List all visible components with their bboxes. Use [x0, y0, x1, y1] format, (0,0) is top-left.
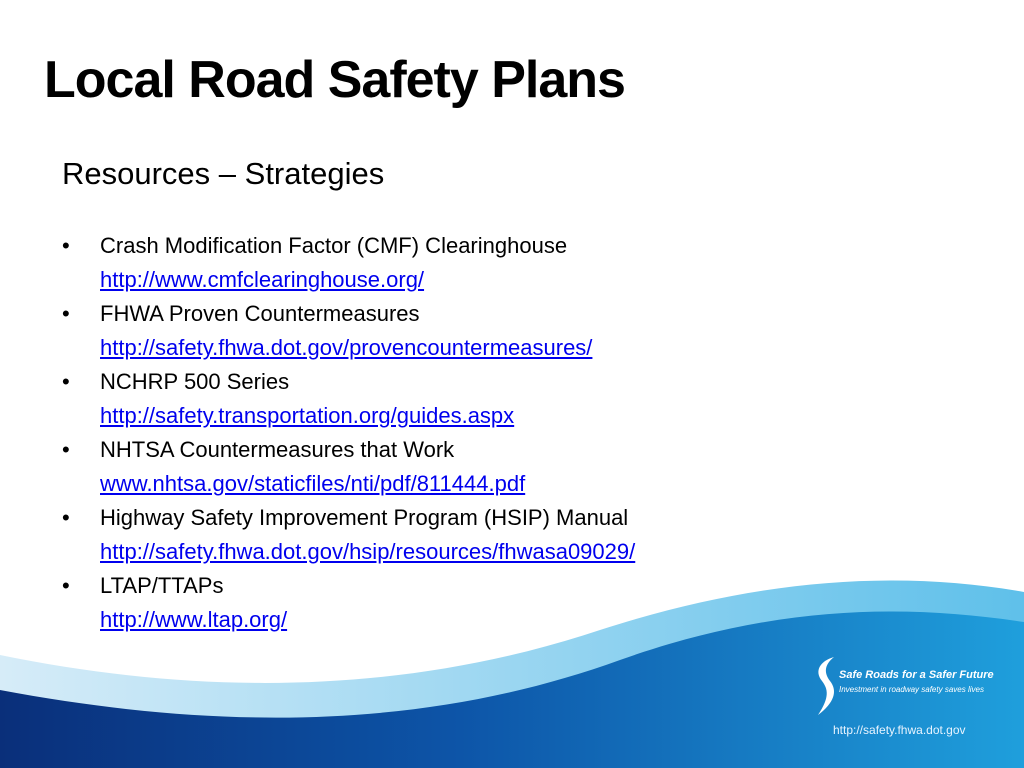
resource-link[interactable]: http://safety.transportation.org/guides.aspx [100, 403, 515, 428]
resource-title: • Crash Modification Factor (CMF) Clearinghouse [100, 233, 568, 258]
list-item [62, 569, 822, 637]
footer-url: http://safety.fhwa.dot.gov [833, 723, 966, 737]
list-item [62, 229, 822, 297]
resource-link[interactable]: http://safety.fhwa.dot.gov/hsip/resources/fhwasa09029/ [100, 539, 636, 564]
resource-title: • LTAP/TTAPs [100, 573, 224, 598]
resource-title: • NCHRP 500 Series [100, 369, 290, 394]
slide-subtitle: Resources – Strategies [62, 156, 385, 191]
list-item [62, 365, 822, 433]
road-s-logo-icon [812, 655, 842, 719]
resource-title: • FHWA Proven Countermeasures [100, 301, 420, 326]
resource-title: • NHTSA Countermeasures that Work [100, 437, 455, 462]
list-item [62, 501, 822, 569]
resource-link[interactable]: www.nhtsa.gov/staticfiles/nti/pdf/811444.pdf [100, 471, 526, 496]
resource-link[interactable]: http://www.cmfclearinghouse.org/ [100, 267, 425, 292]
list-item [62, 433, 822, 501]
list-item [62, 297, 822, 365]
resource-list [62, 229, 822, 637]
resource-link[interactable]: http://www.ltap.org/ [100, 607, 288, 632]
safe-roads-logo [812, 655, 1012, 755]
resource-title: • Highway Safety Improvement Program (HSIP) Manual [100, 505, 629, 530]
logo-title: Safe Roads for a Safer Future [839, 669, 994, 681]
logo-tagline: Investment in roadway safety saves lives [839, 685, 984, 694]
resource-link[interactable]: http://safety.fhwa.dot.gov/provencountermeasures/ [100, 335, 593, 360]
slide-title: Local Road Safety Plans [44, 51, 625, 109]
